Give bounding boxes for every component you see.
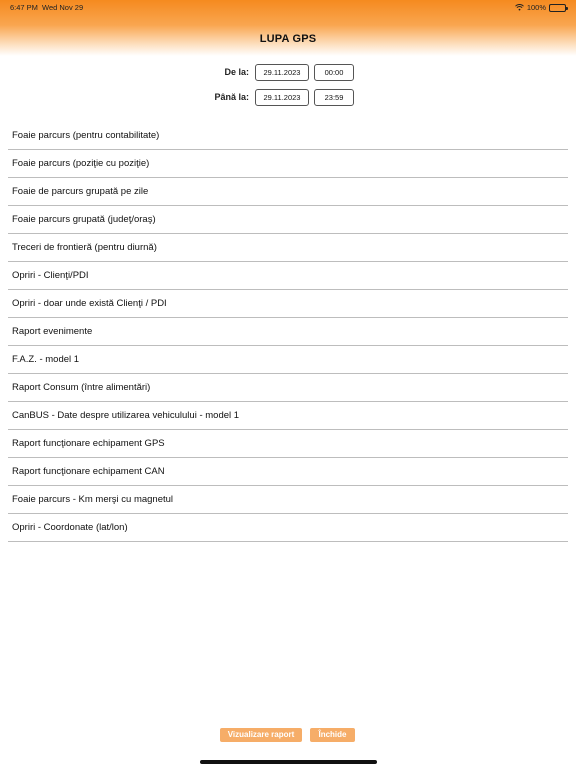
report-item-foaie-zile[interactable]: Foaie de parcurs grupată pe zile <box>8 178 568 206</box>
report-item-echipament-gps[interactable]: Raport funcţionare echipament GPS <box>8 430 568 458</box>
from-label: De la: <box>224 67 249 77</box>
home-indicator[interactable] <box>200 760 377 764</box>
status-right <box>515 3 566 12</box>
report-item-evenimente[interactable]: Raport evenimente <box>8 318 568 346</box>
to-date-field[interactable]: 29.11.2023 <box>255 89 309 106</box>
report-item-consum[interactable]: Raport Consum (între alimentări) <box>8 374 568 402</box>
page-title: LUPA GPS <box>259 33 317 45</box>
from-date-field[interactable]: 29.11.2023 <box>255 64 309 81</box>
from-time-field[interactable]: 00:00 <box>314 64 354 81</box>
status-date: Wed Nov 29 <box>42 3 84 12</box>
report-item-foaie-contabilitate[interactable]: Foaie parcurs (pentru contabilitate) <box>8 122 568 150</box>
report-item-treceri-frontiera[interactable]: Treceri de frontieră (pentru diurnă) <box>8 234 568 262</box>
report-item-foaie-judet[interactable]: Foaie parcurs grupată (judeţ/oraş) <box>8 206 568 234</box>
from-row <box>0 64 576 82</box>
status-time: 6:47 PM <box>10 3 38 12</box>
to-label: Până la: <box>214 92 249 102</box>
report-list <box>8 122 568 542</box>
status-bar <box>0 3 576 15</box>
report-item-faz[interactable]: F.A.Z. - model 1 <box>8 346 568 374</box>
view-report-button[interactable]: Vizualizare raport <box>220 728 302 742</box>
report-item-coordonate[interactable]: Opriri - Coordonate (lat/lon) <box>8 514 568 542</box>
battery-percent: 100% <box>526 3 546 12</box>
report-item-foaie-pozitie[interactable]: Foaie parcurs (poziţie cu poziţie) <box>8 150 568 178</box>
wifi-icon <box>515 4 524 11</box>
report-item-canbus[interactable]: CanBUS - Date despre utilizarea vehiculului - model 1 <box>8 402 568 430</box>
report-item-opriri-doar-clienti[interactable]: Opriri - doar unde există Clienţi / PDI <box>8 290 568 318</box>
battery-icon <box>549 4 566 12</box>
report-item-echipament-can[interactable]: Raport funcţionare echipament CAN <box>8 458 568 486</box>
report-item-km-magnet[interactable]: Foaie parcurs - Km merşi cu magnetul <box>8 486 568 514</box>
report-item-opriri-clienti[interactable]: Opriri - Clienţi/PDI <box>8 262 568 290</box>
close-button[interactable]: Închide <box>310 728 355 742</box>
to-time-field[interactable]: 23:59 <box>314 89 354 106</box>
to-row <box>0 89 576 107</box>
